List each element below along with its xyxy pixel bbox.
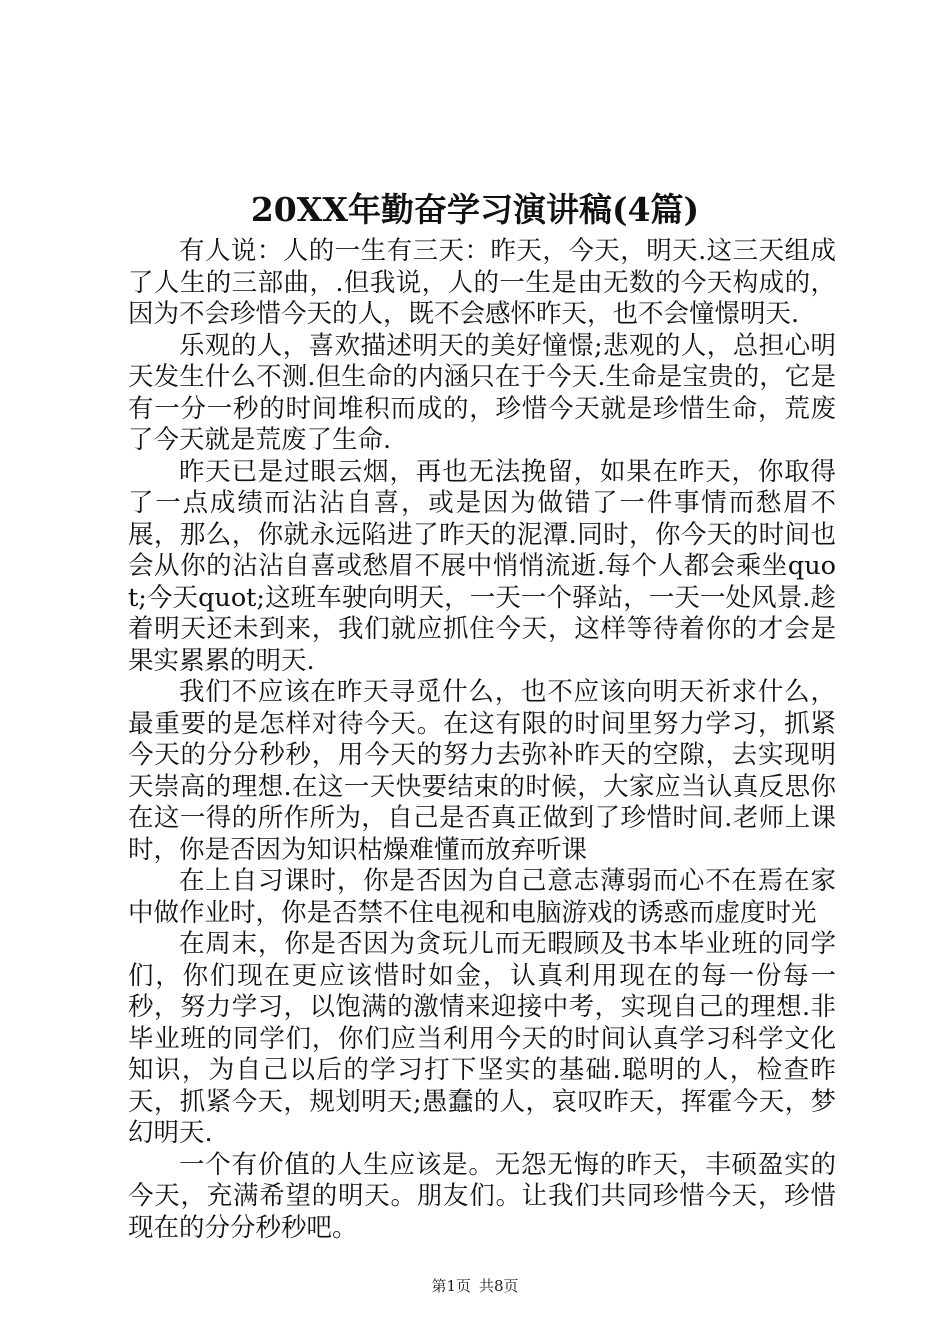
page-number: 第1页 [431,1277,471,1295]
paragraph-7: 一个有价值的人生应该是。无怨无悔的昨天，丰硕盈实的今天，充满希望的明天。朋友们。让我们共同珍惜今天，珍惜现在的分分秒秒吧。 [128,1149,836,1243]
paragraph-3: 昨天已是过眼云烟，再也无法挽留，如果在昨天，你取得了一点成绩而沾沾自喜，或是因为做错了一件事情而愁眉不展，那么，你就永远陷进了昨天的泥潭.同时，你今天的时间也会从你的沾沾自喜或愁眉不展中悄悄流逝.每个人都会乘坐quot;今天quot;这班车驶向明天，一天一个驿站，一天一处风景.趁着明天还未到来，我们就应抓住今天，这样等待着你的才会是果实累累的明天. [128,456,836,676]
paragraph-2: 乐观的人，喜欢描述明天的美好憧憬;悲观的人，总担心明天发生什么不测.但生命的内涵只在于今天.生命是宝贵的，它是有一分一秒的时间堆积而成的，珍惜今天就是珍惜生命，荒废了今天就是荒废了生命. [128,330,836,455]
page-footer [0,1276,950,1296]
paragraph-5: 在上自习课时，你是否因为自己意志薄弱而心不在焉在家中做作业时，你是否禁不住电视和电脑游戏的诱惑而虚度时光 [128,866,836,928]
document-body [128,236,836,1244]
document-title: 20XX年勤奋学习演讲稿(4篇) [250,190,700,229]
paragraph-6: 在周末，你是否因为贪玩儿而无暇顾及书本毕业班的同学们，你们现在更应该惜时如金，认真利用现在的每一份每一秒，努力学习，以饱满的激情来迎接中考，实现自己的理想.非毕业班的同学们，你们应当利用今天的时间认真学习科学文化知识，为自己以后的学习打下坚实的基础.聪明的人，检查昨天，抓紧今天，规划明天;愚蠢的人，哀叹昨天，挥霍今天，梦幻明天. [128,929,836,1148]
page-total: 共8页 [479,1277,519,1295]
paragraph-4: 我们不应该在昨天寻觅什么，也不应该向明天祈求什么，最重要的是怎样对待今天。在这有限的时间里努力学习，抓紧今天的分分秒秒，用今天的努力去弥补昨天的空隙，去实现明天崇高的理想.在这一天快要结束的时候，大家应当认真反思你在这一得的所作所为，自己是否真正做到了珍惜时间.老师上课时，你是否因为知识枯燥难懂而放弃听课 [128,677,836,865]
paragraph-1: 有人说：人的一生有三天：昨天，今天，明天.这三天组成了人生的三部曲，.但我说，人的一生是由无数的今天构成的，因为不会珍惜今天的人，既不会感怀昨天，也不会憧憬明天. [128,236,836,329]
